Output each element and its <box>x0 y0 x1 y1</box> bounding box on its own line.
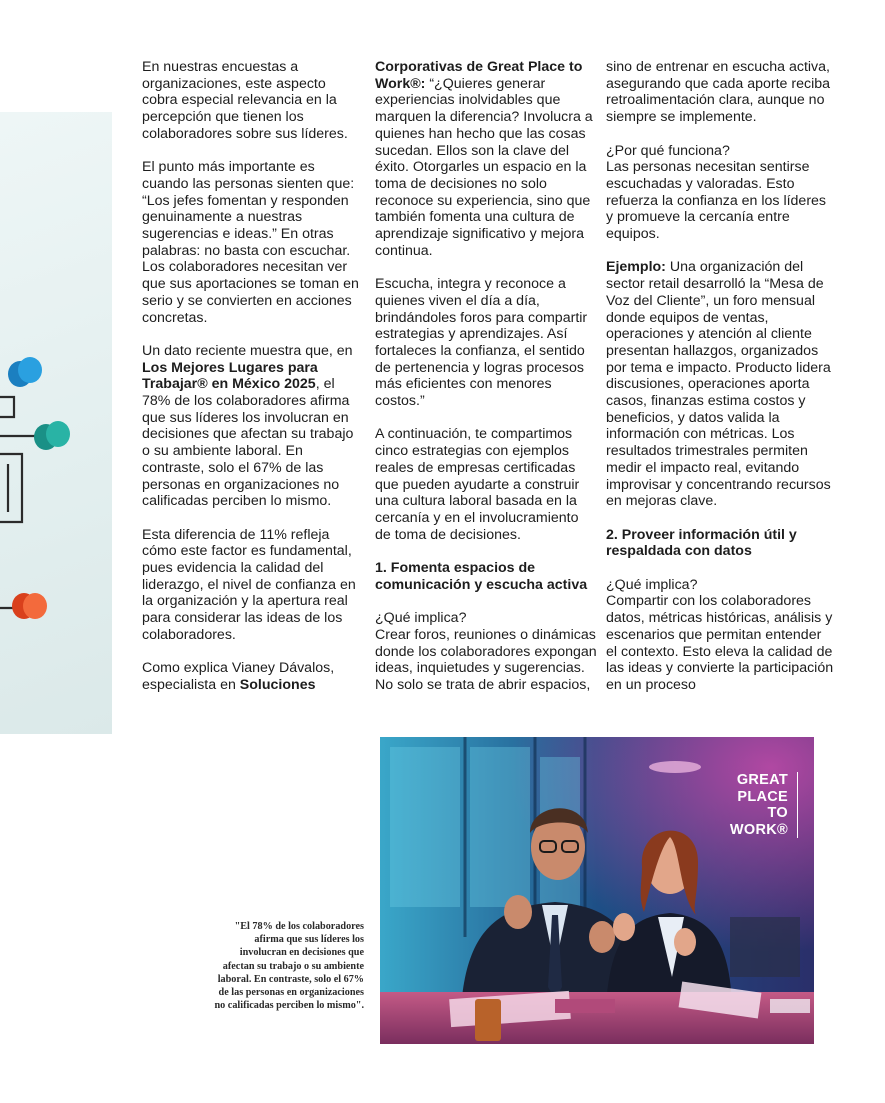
text-column-2 <box>375 59 597 710</box>
paragraph: En nuestras encuestas a organizaciones, este aspecto cobra especial relevancia en la percepción que tienen los colaboradores sobre sus líderes. <box>142 59 348 142</box>
report-title: Los Mejores Lugares para Trabajar® en México 2025 <box>142 359 318 393</box>
paragraph: Un dato reciente muestra que, en Los Mejores Lugares para Trabajar® en México 2025, el 78% de los colaboradores afirma que sus líderes los involucran en decisiones que afectan su trabajo o su ambiente laboral. En contraste, solo el 67% de las personas en organizaciones no calificadas perciben lo mismo. <box>142 342 354 510</box>
subheading: ¿Por qué funciona? <box>606 142 730 159</box>
text-column-3 <box>606 59 836 710</box>
paragraph: Escucha, integra y reconoce a quienes viven el día a día, brindándoles foros para compartir estrategias y aprendizajes. Así fortaleces la confianza, el sentido de pertenencia y logras procesos más eficientes con menores costos.” <box>375 276 588 410</box>
subheading: ¿Qué implica? <box>375 610 467 627</box>
spacer <box>375 593 597 610</box>
paragraph: Las personas necesitan sentirse escuchadas y valoradas. Esto refuerza la confianza en los líderes y promueve la cercanía entre equipos. <box>606 159 827 243</box>
pull-quote: "El 78% de los colaboradores afirma que sus líderes los involucran en decisiones que afectan su trabajo o su ambiente laboral. En contraste, solo el 67% de las personas en organizaciones no calificadas perciben lo mismo". <box>214 921 364 1012</box>
section-heading: 1. Fomenta espacios de comunicación y escucha activa <box>375 560 588 593</box>
paragraph: Ejemplo: Una organización del sector retail desarrolló la “Mesa de Voz del Cliente”, un foro mensual donde equipos de ventas, operaciones y atención al cliente presentan hallazgos, organizados por tema e impacto. Producto lidera discusiones, operaciones aporta casos, finanzas estima costos y beneficios, y datos valida la información con métricas. Los resultados trimestrales permiten medir el impacto real, evitando improvisar y concentrando recursos en mejoras clave. <box>606 259 831 510</box>
example-label: Ejemplo: <box>606 259 666 276</box>
teal-pin-icon <box>34 421 70 450</box>
decorative-pins-photo <box>0 112 112 734</box>
pins-maze-illustration <box>0 112 112 734</box>
text-column-1 <box>142 59 364 710</box>
orange-pin-icon <box>12 593 47 619</box>
blue-pin-icon <box>8 357 42 387</box>
gptw-logo: GREAT PLACE TO WORK® <box>710 772 798 838</box>
office-photo <box>380 737 814 1044</box>
paragraph: Crear foros, reuniones o dinámicas donde los colaboradores expongan ideas, inquietudes y sugerencias. No solo se trata de abrir espacios, <box>375 626 597 693</box>
paragraph: Esta diferencia de 11% refleja cómo este factor es fundamental, pues evidencia la calidad del liderazgo, el nivel de confianza en la organización y la apertura real para considerar las ideas de los colaboradores. <box>142 526 356 643</box>
paragraph: El punto más importante es cuando las personas sienten que: “Los jefes fomentan y responden genuinamente a nuestras sugerencias e ideas.” En otras palabras: no basta con escuchar. Los colaboradores necesitan ver que sus aportaciones se toman en serio y se convierten en acciones concretas. <box>142 159 359 326</box>
paragraph: Como explica Vianey Dávalos, especialista en Soluciones <box>142 660 335 693</box>
paragraph: Compartir con los colaboradores datos, métricas históricas, análisis y escenarios que permitan entender el contexto. Esto eleva la calidad de las ideas y convierte la participación en un proceso <box>606 593 834 693</box>
paragraph: A continuación, te compartimos cinco estrategias con ejemplos reales de empresas certificadas que pueden ayudarte a construir una cultura laboral basada en la cercanía y en el involucramiento de toma de decisiones. <box>375 426 580 543</box>
subheading: ¿Qué implica? <box>606 576 698 593</box>
paragraph: sino de entrenar en escucha activa, asegurando que cada aporte reciba retroalimentación clara, aunque no siempre se implemente. <box>606 59 831 126</box>
paragraph: Corporativas de Great Place to Work®: “¿Quieres generar experiencias inolvidables que marquen la diferencia? Involucra a quienes han hecho que las cosas sucedan. Ellos son la clave del éxito. Otorgarles un espacio en la toma de decisiones no solo reconoce su experiencia, sino que también fomenta una cultura de aprendizaje significativo y mejora continua. <box>375 59 593 259</box>
section-heading: 2. Proveer información útil y respaldada con datos <box>606 526 797 560</box>
spacer <box>606 560 836 577</box>
